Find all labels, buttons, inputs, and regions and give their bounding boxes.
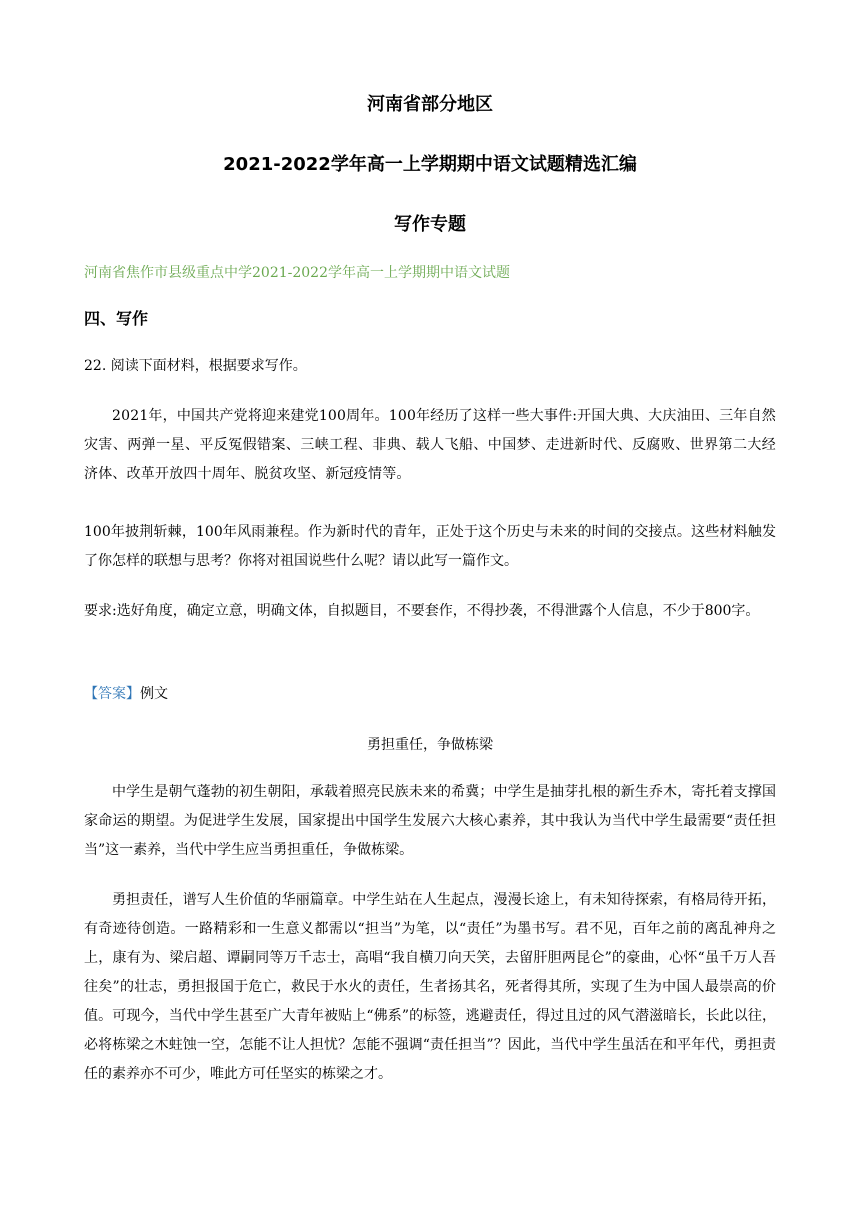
essay-paragraph-2: 勇担责任，谱写人生价值的华丽篇章。中学生站在人生起点，漫漫长途上，有未知待探索，有格局待开拓，有奇迹待创造。一路精彩和一生意义都需以“担当”为笔，以“责任”为墨书写。君不见，百年之前的离乱神舟之上，康有为、梁启超、谭嗣同等万千志士，高唱“我自横刀向天笑，去留肝胆两昆仑”的豪曲，心怀“虽千万人吾往矣”的壮志，勇担报国于危亡，救民于水火的责任，生者扬其名，死者得其所，实现了生为中国人最崇高的价值。可现今，当代中学生甚至广大青年被贴上“佛系”的标签，逃避责任，得过且过的风气潜滋暗长，长此以往，必将栋梁之木蛀蚀一空，怎能不让人担忧？怎能不强调“责任担当”？因此，当代中学生虽活在和平年代，勇担责任的素养亦不可少，唯此方可任坚实的栋梁之才。 <box>84 892 776 1082</box>
source-line: 河南省焦作市县级重点中学2021-2022学年高一上学期期中语文试题 <box>84 265 510 281</box>
essay-paragraph-1: 中学生是朝气蓬勃的初生朝阳，承载着照亮民族未来的希冀；中学生是抽芽扎根的新生乔木，寄托着支撑国家命运的期望。为促进学生发展，国家提出中国学生发展六大核心素养，其中我认为当代中学生最需要“责任担当”这一素养，当代中学生应当勇担重任，争做栋梁。 <box>84 784 776 858</box>
answer-label: 例文 <box>140 686 168 702</box>
essay-title: 勇担重任，争做栋梁 <box>367 737 493 753</box>
answer-tag: 【答案】 <box>84 686 140 702</box>
section-heading: 四、写作 <box>84 309 149 328</box>
answer-line <box>84 680 776 709</box>
question-text: 22. 阅读下面材料，根据要求写作。 <box>84 358 307 374</box>
requirements-paragraph: 要求:选好角度，确定立意，明确文体，自拟题目，不要套作，不得抄袭，不得泄露个人信息，不少于800字。 <box>84 603 760 619</box>
prompt-paragraph: 100年披荆斩棘，100年风雨兼程。作为新时代的青年，正处于这个历史与未来的时间的交接点。这些材料触发了你怎样的联想与思考？你将对祖国说些什么呢？请以此写一篇作文。 <box>84 524 776 569</box>
material-paragraph: 2021年，中国共产党将迎来建党100周年。100年经历了这样一些大事件:开国大典、大庆油田、三年自然灾害、两弹一星、平反冤假错案、三峡工程、非典、载人飞船、中国梦、走进新时代、反腐败、世界第二大经济体、改革开放四十周年、脱贫攻坚、新冠疫情等。 <box>84 408 776 482</box>
document-title-topic: 写作专题 <box>394 214 466 235</box>
document-title-main: 2021-2022学年高一上学期期中语文试题精选汇编 <box>223 154 637 175</box>
document-title-region: 河南省部分地区 <box>367 94 493 115</box>
